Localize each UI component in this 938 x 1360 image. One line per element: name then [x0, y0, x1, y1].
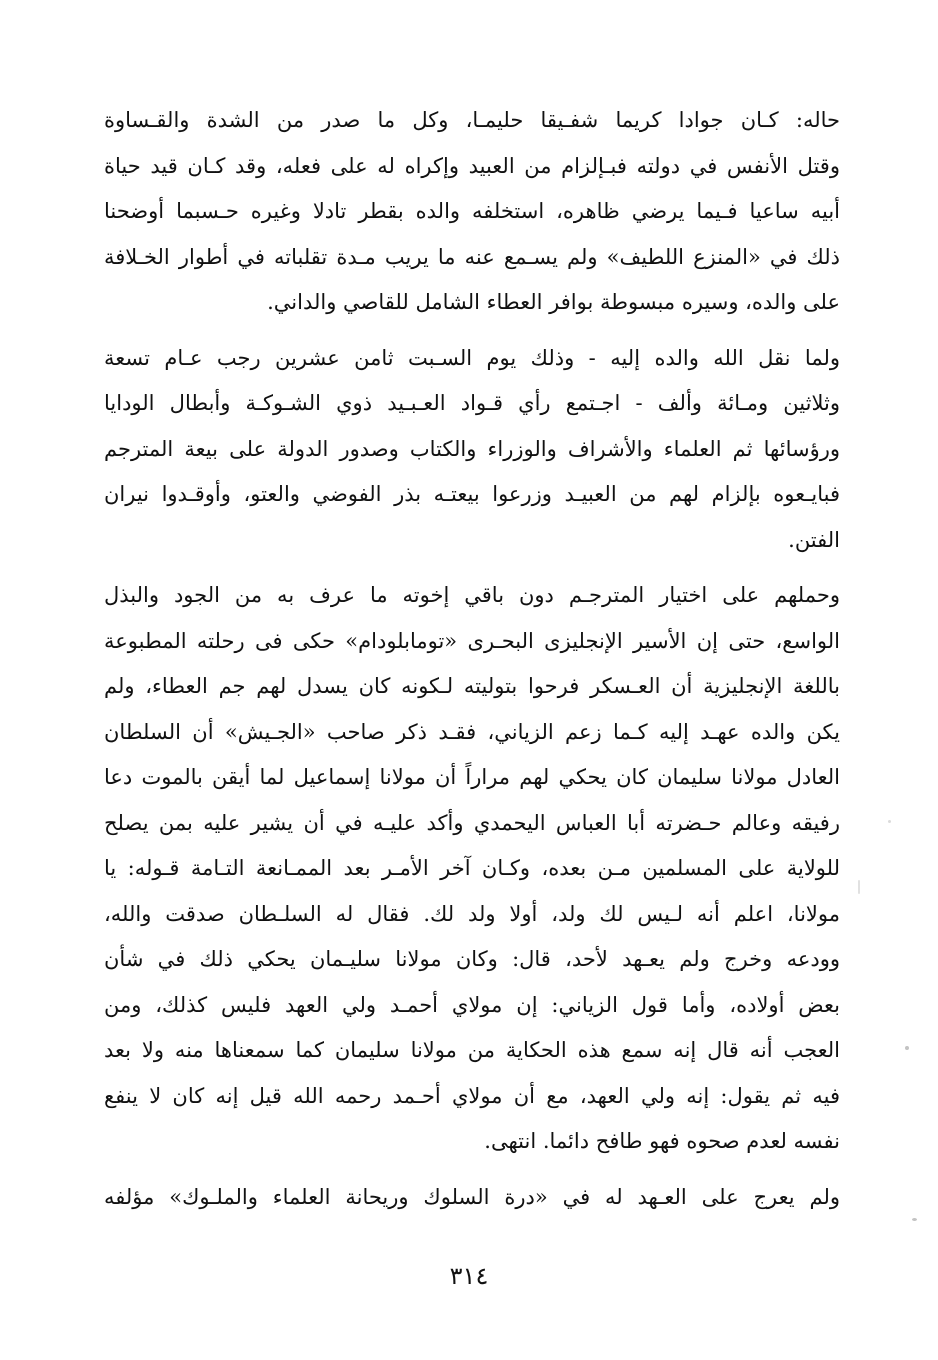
text-line: فيه ثم يقول: إنه ولي العهد، مع أن مولاي أحـمد رحمه الله قيل إنه كان لا ينفع [104, 1083, 840, 1108]
paragraph-1 [104, 98, 840, 326]
text-line: الفتن. [788, 527, 840, 552]
text-line: للولاية على المسلمين مـن بعده، وكـان آخر الأمـر بعد الممـانعة التـامة قـوله: يا [104, 856, 840, 880]
text-line: رفيقه وعالم حـضرته أبا العباس اليحمدي وأكد عليـه في أن يشير عليه بمن يصلح [104, 810, 840, 835]
scan-speck [912, 1218, 917, 1221]
paragraph-3 [104, 573, 840, 1165]
text-line: باللغة الإنجليزية أن العـسكر فرحوا بتوليته لـكونه كان يسدل لهم جم العطاء، ولم [104, 674, 840, 698]
text-line: مولانا، اعلم أنه لـيس لك ولد، أولا ولد لك. فقال له السلـطان صدقت والله، [104, 901, 840, 926]
body-text [104, 98, 840, 1220]
text-line: ولما نقل الله والده إليه - وذلك يوم السـبت ثامن عشرين رجب عـام تسعة [104, 345, 840, 370]
text-line: على والده، وسيره مبسوطة بوافر العطاء الشامل للقاصي والداني. [267, 290, 840, 314]
text-line: نفسه لعدم صحوه فهو طافح دائما. انتهى. [484, 1129, 840, 1153]
text-line: العادل مولانا سليمان كان يحكي لهم مراراً أن مولانا إسماعيل لما أيقن بالموت دعا [104, 765, 840, 789]
text-line: أبيه ساعيا فـيما يرضي ظاهره، استخلفه والده بقطر تادلا وغيره حـسبما أوضحنا [104, 199, 840, 223]
scan-speck [905, 1046, 909, 1050]
scan-speck [858, 880, 860, 894]
text-line: العجب أنه قال إنه سمع هذه الحكاية من مولانا سليمان كما سمعناها منه ولا بعد [104, 1038, 840, 1062]
text-line: بعض أولاده، وأما قول الزياني: إن مولاي أحمـد ولي العهد فليس كذلك، ومن [104, 992, 840, 1017]
text-line: الواسع، حتى إن الأسير الإنجليزى البحـرى «تومابلودام» حكى فى رحلته المطبوعة [104, 628, 840, 653]
paragraph-2 [104, 336, 840, 564]
text-line: وحملهم على اختيار المترجـم دون باقي إخوته ما عرف به من الجود والبذل [104, 583, 840, 607]
text-line: وودعه وخرج ولم يعـهد لأحد، قال: وكان مولانا سليـمان يحكي ذلك في شأن [104, 947, 840, 971]
text-line: حاله: كـان جوادا كريما شفـيقا حليمـا، وكل ما صدر من الشدة والقـساوة [104, 108, 840, 132]
paragraph-gap [104, 563, 840, 573]
page-number: ٣١٤ [449, 1262, 489, 1290]
scan-speck [888, 820, 891, 823]
text-line: وثلاثين ومـائة وألف - اجـتمع رأي قـواد العـبـيد ذوي الشـوكـة وأبطال الودايا [104, 391, 840, 415]
paragraph-gap [104, 1165, 840, 1175]
text-line: يكن والده عهـد إليه كـما زعم الزياني، فقـد ذكر صاحب «الجـيش» أن السلطان [104, 719, 840, 744]
paragraph-gap [104, 326, 840, 336]
text-line: فبايـعوه بإلزام لهم من العبيـد وزرعوا بيعتـه بذر الفوضي والعتو، وأوقـدوا نيران [104, 482, 840, 506]
text-line: ذلك في «المنزع اللطيف» ولم يسـمع عنه ما يريب مـدة تقلباته في أطوار الخـلافة [104, 244, 840, 269]
text-line: ورؤسائها ثم العلماء والأشراف والوزراء والكتاب وصدور الدولة على بيعة المترجم [104, 436, 840, 461]
paragraph-4 [104, 1175, 840, 1221]
text-line: وقتل الأنفس في دولته فبـإلزام من العبيد وإكراه له على فعله، وقد كـان قيد حياة [104, 153, 840, 178]
text-line: ولم يعرج على العـهد له في «درة السلوك وريحانة العلماء والملـوك» مؤلفه [104, 1184, 840, 1209]
